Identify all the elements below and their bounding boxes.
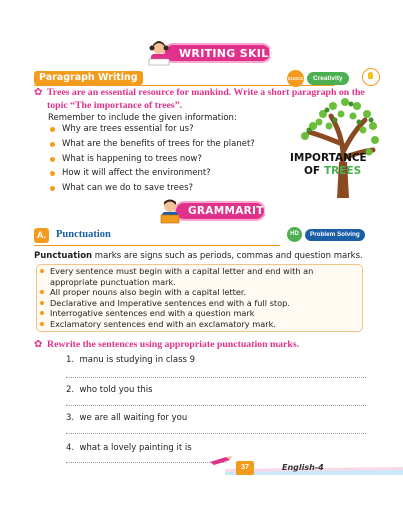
tree-illustration bbox=[283, 92, 381, 198]
exercise-sentence: manu is studying in class 9 bbox=[79, 355, 196, 365]
problem-solving-pill: Problem Solving bbox=[305, 229, 365, 241]
guiding-points-list bbox=[48, 124, 255, 198]
writing-skills-pill bbox=[163, 43, 285, 63]
tree-caption-line-1: IMPORTANCE bbox=[290, 152, 367, 164]
exercise-4 bbox=[66, 443, 192, 453]
tree-caption-trees: TREES bbox=[324, 165, 362, 177]
list-item: How it will affect the environment? bbox=[48, 168, 255, 183]
girl-writing-icon bbox=[145, 39, 173, 67]
punctuation-rules-list bbox=[36, 266, 361, 330]
writing-question-line-2: topic “The importance of trees”. bbox=[47, 99, 183, 111]
instruction-text: Remember to include the given information: bbox=[48, 113, 237, 123]
hd-badge: HD bbox=[287, 227, 302, 242]
exercise-number: 2. bbox=[66, 385, 75, 395]
punctuation-intro bbox=[34, 251, 363, 261]
page-number: 37 bbox=[236, 461, 254, 475]
paragraph-writing-heading: Paragraph Writing bbox=[34, 71, 143, 85]
grammarite-pill bbox=[174, 201, 272, 221]
tree-icon bbox=[283, 92, 381, 198]
tree-caption-of: OF bbox=[304, 165, 321, 177]
grammarite-label: GRAMMARITE bbox=[188, 205, 272, 217]
exercise-sentence: what a lovely painting it is bbox=[79, 443, 192, 453]
writing-skills-label: WRITING SKILLS bbox=[179, 47, 285, 60]
section-divider bbox=[34, 85, 334, 86]
list-item: What can we do to save trees? bbox=[48, 183, 255, 198]
punctuation-intro-rest: marks are signs such as periods, commas and question marks. bbox=[92, 251, 363, 261]
exercise-sentence: we are all waiting for you bbox=[79, 413, 188, 423]
list-item: What is happening to trees now? bbox=[48, 154, 255, 169]
flower-bullet-icon: ✿ bbox=[34, 339, 43, 350]
answer-line-4[interactable] bbox=[66, 462, 226, 463]
flower-bullet-icon: ✿ bbox=[34, 87, 43, 98]
section-divider bbox=[34, 245, 280, 246]
list-item: Why are trees essential for us? bbox=[48, 124, 255, 139]
exercise-instruction: Rewrite the sentences using appropriate punctuation marks. bbox=[47, 339, 300, 350]
exercise-3 bbox=[66, 413, 187, 423]
answer-line-1[interactable] bbox=[66, 377, 366, 378]
list-item: What are the benefits of trees for the planet? bbox=[48, 139, 255, 154]
exercise-number: 4. bbox=[66, 443, 75, 453]
section-a-badge: A. bbox=[34, 228, 49, 243]
exercise-2 bbox=[66, 385, 153, 395]
list-item: Exclamatory sentences end with an exclamatory mark. bbox=[36, 319, 361, 330]
writing-skills-banner bbox=[145, 39, 285, 65]
list-item: Declarative and Imperative sentences end with a full stop. bbox=[36, 298, 361, 309]
exercise-sentence: who told you this bbox=[79, 385, 153, 395]
light-bulb-icon bbox=[362, 68, 380, 86]
exercise-1 bbox=[66, 355, 195, 365]
answer-line-2[interactable] bbox=[66, 405, 366, 406]
answer-line-3[interactable] bbox=[66, 433, 366, 434]
punctuation-intro-bold: Punctuation bbox=[34, 251, 93, 261]
writing-question-line-1: Trees are an essential resource for mankind. Write a short paragraph on the bbox=[47, 87, 365, 98]
21st-century-skills-badge: 21stCS bbox=[287, 70, 304, 87]
list-item: Every sentence must begin with a capital letter and end with an appropriate punctuation mark. bbox=[36, 266, 361, 287]
book-title: English-4 bbox=[282, 463, 324, 472]
list-item: All proper nouns also begin with a capital letter. bbox=[36, 287, 361, 298]
punctuation-title: Punctuation bbox=[56, 229, 111, 240]
creativity-pill: Creativity bbox=[307, 72, 349, 85]
pencil-icon bbox=[208, 454, 234, 468]
exercise-number: 1. bbox=[66, 355, 75, 365]
grammarite-banner bbox=[156, 197, 272, 223]
boy-reading-icon bbox=[156, 197, 184, 225]
list-item: Interrogative sentences end with a question mark bbox=[36, 308, 361, 319]
exercise-number: 3. bbox=[66, 413, 75, 423]
